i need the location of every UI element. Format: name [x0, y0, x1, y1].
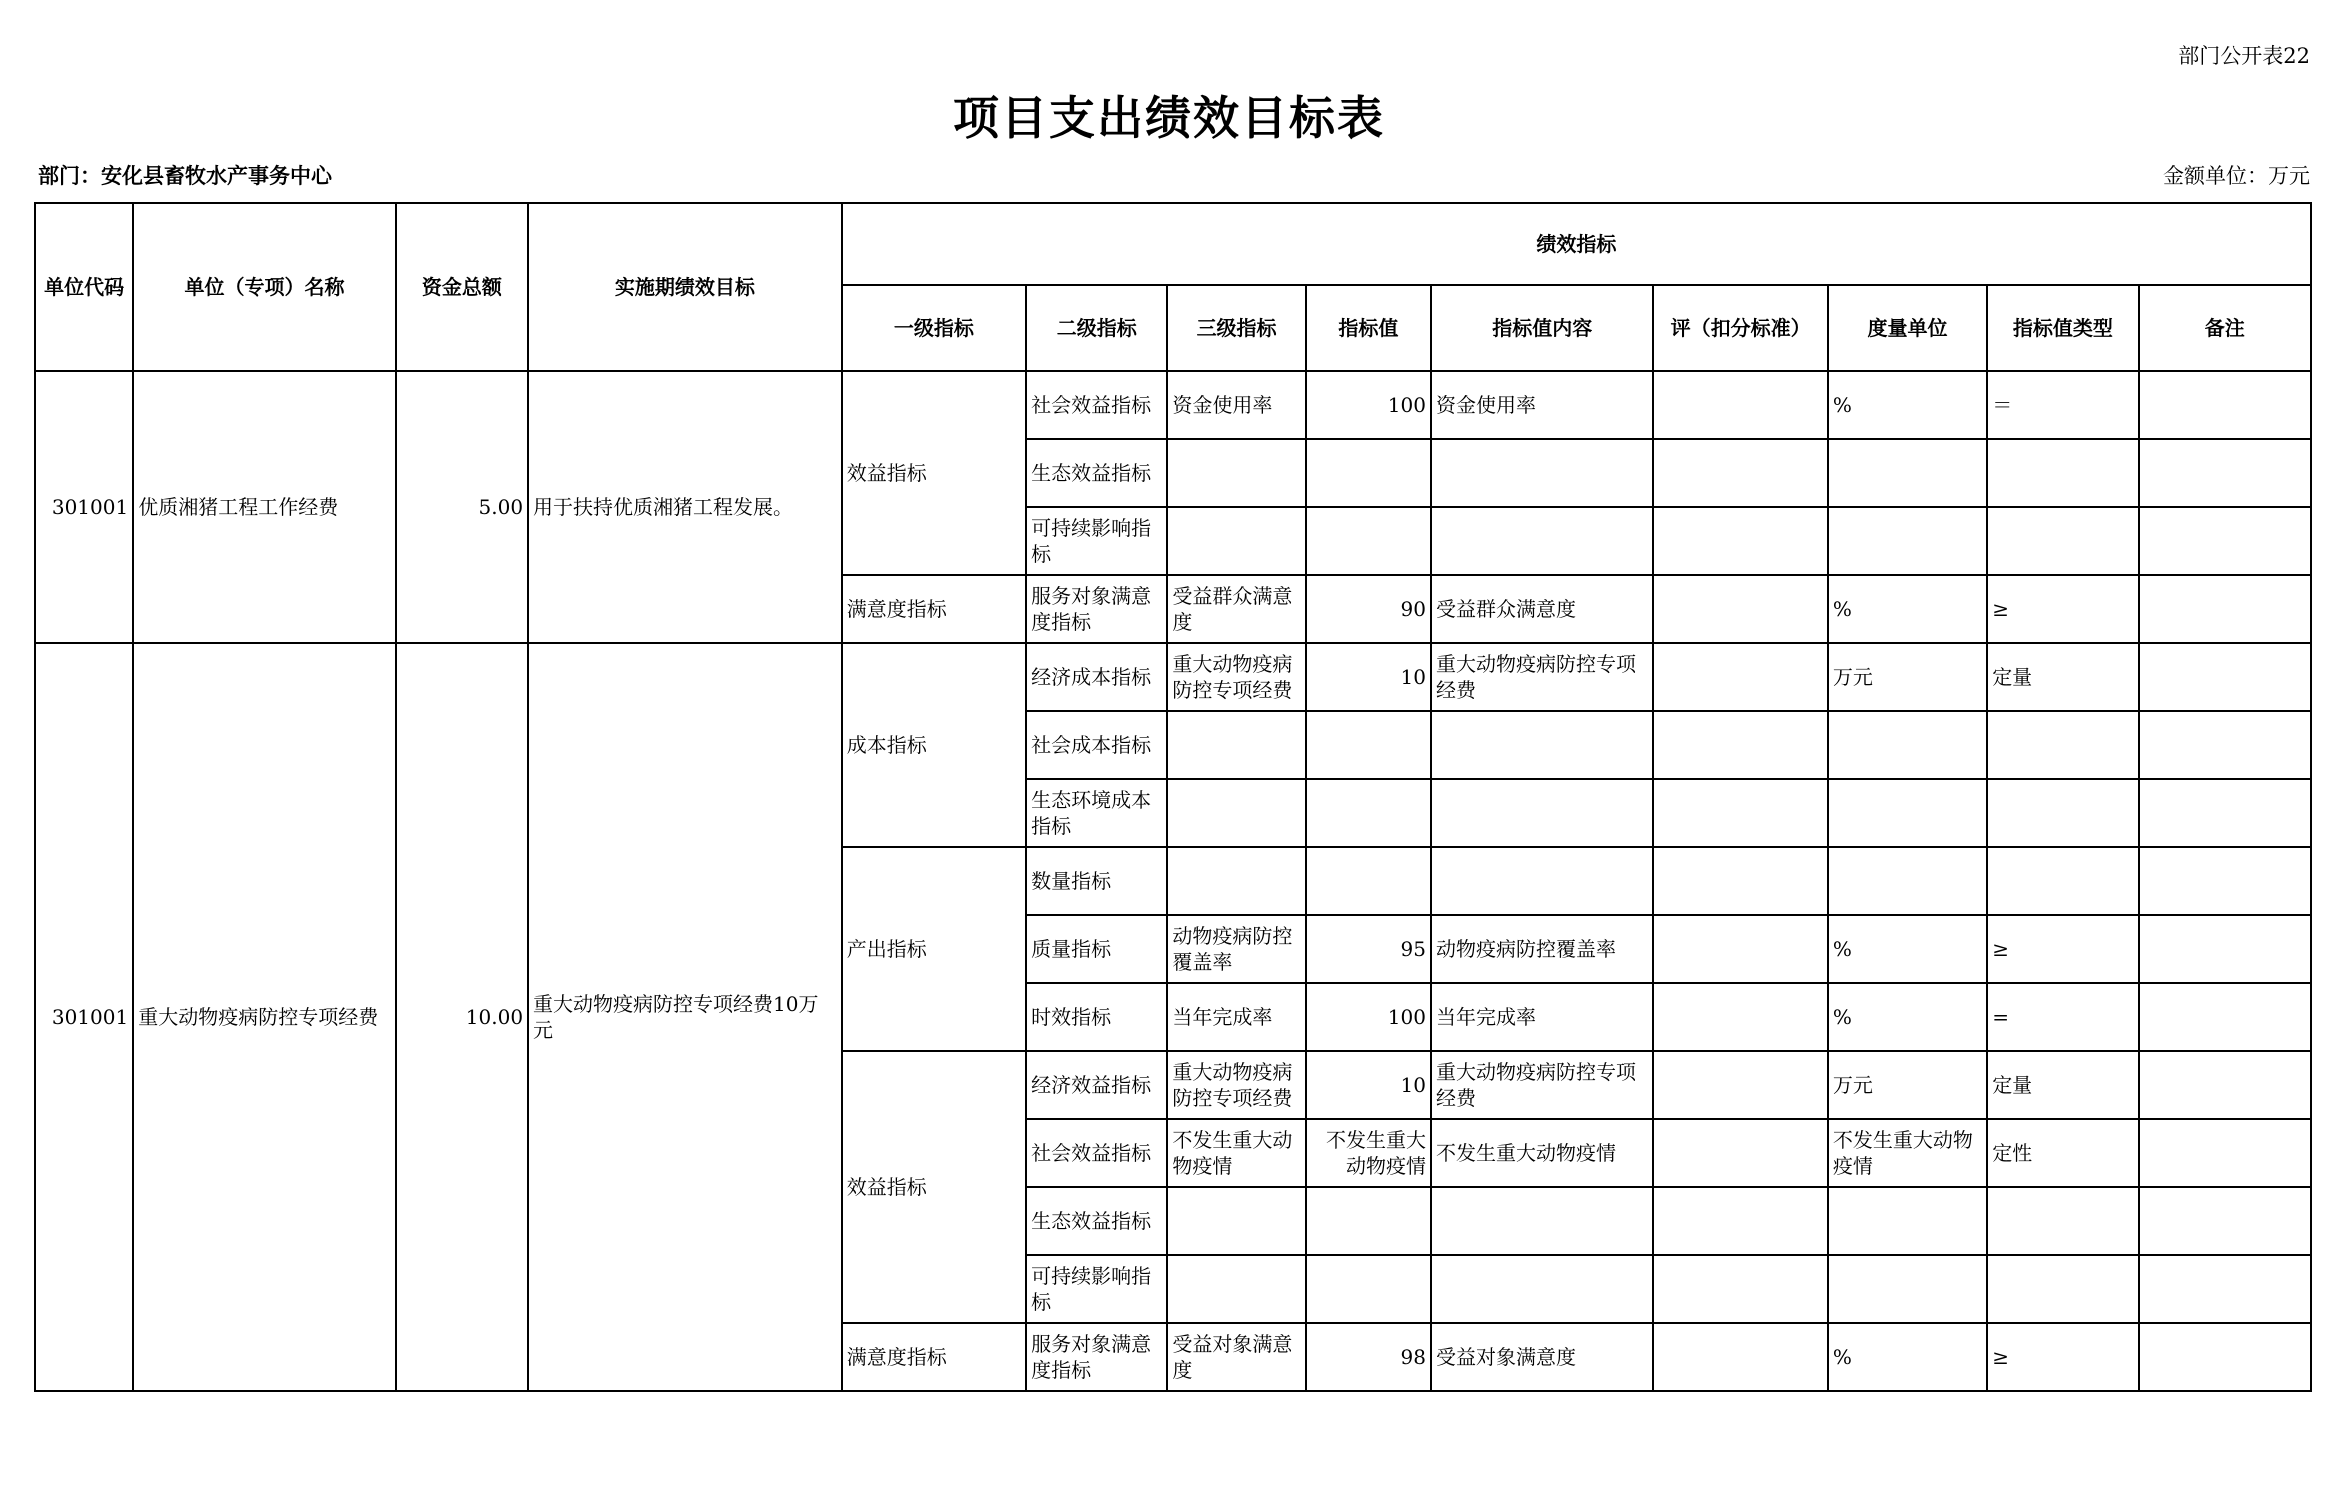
- value-cell: 95: [1306, 915, 1431, 983]
- level2-cell: 社会效益指标: [1026, 371, 1167, 439]
- remarks-cell: [2139, 1323, 2311, 1391]
- level3-cell: [1167, 711, 1305, 779]
- content-cell: 资金使用率: [1431, 371, 1653, 439]
- measure-unit-cell: %: [1828, 371, 1987, 439]
- measure-unit-cell: [1828, 507, 1987, 575]
- performance-table: [34, 202, 2312, 1392]
- remarks-cell: [2139, 847, 2311, 915]
- scoring-cell: [1653, 915, 1827, 983]
- content-cell: 不发生重大动物疫情: [1431, 1119, 1653, 1187]
- value-cell: 10: [1306, 643, 1431, 711]
- level2-cell: 时效指标: [1026, 983, 1167, 1051]
- value-type-cell: ≥: [1987, 575, 2138, 643]
- scoring-cell: [1653, 1255, 1827, 1323]
- value-type-cell: ≥: [1987, 915, 2138, 983]
- content-cell: 重大动物疫病防控专项经费: [1431, 1051, 1653, 1119]
- remarks-cell: [2139, 1119, 2311, 1187]
- content-cell: [1431, 711, 1653, 779]
- remarks-cell: [2139, 983, 2311, 1051]
- content-cell: 动物疫病防控覆盖率: [1431, 915, 1653, 983]
- value-cell: 100: [1306, 983, 1431, 1051]
- level2-cell: 生态效益指标: [1026, 1187, 1167, 1255]
- goal-cell: 用于扶持优质湘猪工程发展。: [528, 371, 842, 643]
- content-cell: [1431, 1255, 1653, 1323]
- content-cell: [1431, 1187, 1653, 1255]
- table-row: [35, 643, 2311, 711]
- content-cell: [1431, 439, 1653, 507]
- measure-unit-cell: %: [1828, 983, 1987, 1051]
- value-cell: [1306, 779, 1431, 847]
- content-cell: [1431, 847, 1653, 915]
- measure-unit-cell: 万元: [1828, 1051, 1987, 1119]
- value-cell: 不发生重大动物疫情: [1306, 1119, 1431, 1187]
- scoring-cell: [1653, 711, 1827, 779]
- scoring-cell: [1653, 1051, 1827, 1119]
- remarks-cell: [2139, 711, 2311, 779]
- remarks-cell: [2139, 507, 2311, 575]
- header-remarks: 备注: [2139, 285, 2311, 371]
- remarks-cell: [2139, 779, 2311, 847]
- value-type-cell: [1987, 847, 2138, 915]
- scoring-cell: [1653, 847, 1827, 915]
- value-cell: [1306, 847, 1431, 915]
- value-type-cell: [1987, 439, 2138, 507]
- unit-name-cell: 优质湘猪工程工作经费: [133, 371, 396, 643]
- remarks-cell: [2139, 915, 2311, 983]
- value-cell: [1306, 507, 1431, 575]
- level2-cell: 生态环境成本指标: [1026, 779, 1167, 847]
- content-cell: 受益对象满意度: [1431, 1323, 1653, 1391]
- measure-unit-cell: [1828, 779, 1987, 847]
- scoring-cell: [1653, 643, 1827, 711]
- content-cell: 当年完成率: [1431, 983, 1653, 1051]
- header-content: 指标值内容: [1431, 285, 1653, 371]
- header-goal: 实施期绩效目标: [528, 203, 842, 371]
- level3-cell: [1167, 439, 1305, 507]
- level2-cell: 经济成本指标: [1026, 643, 1167, 711]
- level2-cell: 可持续影响指标: [1026, 507, 1167, 575]
- level1-cell: 满意度指标: [842, 575, 1026, 643]
- scoring-cell: [1653, 1119, 1827, 1187]
- value-type-cell: 定量: [1987, 1051, 2138, 1119]
- scoring-cell: [1653, 779, 1827, 847]
- level3-cell: [1167, 847, 1305, 915]
- level3-cell: 资金使用率: [1167, 371, 1305, 439]
- measure-unit-cell: [1828, 1255, 1987, 1323]
- total-funds-cell: 5.00: [396, 371, 528, 643]
- table-number-label: 部门公开表22: [2178, 44, 2310, 68]
- scoring-cell: [1653, 1323, 1827, 1391]
- level3-cell: 受益群众满意度: [1167, 575, 1305, 643]
- value-cell: [1306, 1187, 1431, 1255]
- level2-cell: 经济效益指标: [1026, 1051, 1167, 1119]
- scoring-cell: [1653, 439, 1827, 507]
- level2-cell: 社会成本指标: [1026, 711, 1167, 779]
- goal-cell: 重大动物疫病防控专项经费10万元: [528, 643, 842, 1391]
- level3-cell: 动物疫病防控覆盖率: [1167, 915, 1305, 983]
- page-title: 项目支出绩效目标表: [953, 91, 1385, 145]
- value-type-cell: [1987, 1255, 2138, 1323]
- scoring-cell: [1653, 507, 1827, 575]
- content-cell: 受益群众满意度: [1431, 575, 1653, 643]
- measure-unit-cell: [1828, 1187, 1987, 1255]
- level2-cell: 数量指标: [1026, 847, 1167, 915]
- measure-unit-cell: %: [1828, 1323, 1987, 1391]
- level1-cell: 满意度指标: [842, 1323, 1026, 1391]
- level3-cell: [1167, 1187, 1305, 1255]
- amount-unit-label: 金额单位：万元: [2163, 164, 2310, 188]
- remarks-cell: [2139, 1187, 2311, 1255]
- scoring-cell: [1653, 1187, 1827, 1255]
- header-measure-unit: 度量单位: [1828, 285, 1987, 371]
- unit-name-cell: 重大动物疫病防控专项经费: [133, 643, 396, 1391]
- level2-cell: 生态效益指标: [1026, 439, 1167, 507]
- level2-cell: 质量指标: [1026, 915, 1167, 983]
- value-cell: 98: [1306, 1323, 1431, 1391]
- measure-unit-cell: [1828, 711, 1987, 779]
- measure-unit-cell: [1828, 439, 1987, 507]
- level3-cell: [1167, 507, 1305, 575]
- scoring-cell: [1653, 371, 1827, 439]
- level3-cell: 不发生重大动物疫情: [1167, 1119, 1305, 1187]
- level2-cell: 服务对象满意度指标: [1026, 1323, 1167, 1391]
- value-type-cell: =: [1987, 983, 2138, 1051]
- level3-cell: 重大动物疫病防控专项经费: [1167, 1051, 1305, 1119]
- level3-cell: 重大动物疫病防控专项经费: [1167, 643, 1305, 711]
- value-type-cell: [1987, 507, 2138, 575]
- measure-unit-cell: %: [1828, 915, 1987, 983]
- value-type-cell: 定量: [1987, 643, 2138, 711]
- value-type-cell: [1987, 779, 2138, 847]
- remarks-cell: [2139, 643, 2311, 711]
- content-cell: [1431, 779, 1653, 847]
- level3-cell: [1167, 1255, 1305, 1323]
- value-type-cell: [1987, 1187, 2138, 1255]
- level1-cell: 产出指标: [842, 847, 1026, 1051]
- value-cell: 10: [1306, 1051, 1431, 1119]
- measure-unit-cell: 万元: [1828, 643, 1987, 711]
- level1-cell: 效益指标: [842, 1051, 1026, 1323]
- level2-cell: 社会效益指标: [1026, 1119, 1167, 1187]
- level3-cell: 当年完成率: [1167, 983, 1305, 1051]
- header-level1: 一级指标: [842, 285, 1026, 371]
- header-unit-code: 单位代码: [35, 203, 133, 371]
- value-cell: [1306, 1255, 1431, 1323]
- content-cell: 重大动物疫病防控专项经费: [1431, 643, 1653, 711]
- level1-cell: 成本指标: [842, 643, 1026, 847]
- header-level3: 三级指标: [1167, 285, 1305, 371]
- header-value: 指标值: [1306, 285, 1431, 371]
- header-level2: 二级指标: [1026, 285, 1167, 371]
- level2-cell: 服务对象满意度指标: [1026, 575, 1167, 643]
- scoring-cell: [1653, 983, 1827, 1051]
- value-cell: 100: [1306, 371, 1431, 439]
- header-unit-name: 单位（专项）名称: [133, 203, 396, 371]
- content-cell: [1431, 507, 1653, 575]
- level3-cell: [1167, 779, 1305, 847]
- unit-code-cell: 301001: [35, 643, 133, 1391]
- value-type-cell: [1987, 711, 2138, 779]
- level2-cell: 可持续影响指标: [1026, 1255, 1167, 1323]
- measure-unit-cell: [1828, 847, 1987, 915]
- value-cell: [1306, 711, 1431, 779]
- value-type-cell: ＝: [1987, 371, 2138, 439]
- remarks-cell: [2139, 1255, 2311, 1323]
- unit-code-cell: 301001: [35, 371, 133, 643]
- value-type-cell: ≥: [1987, 1323, 2138, 1391]
- remarks-cell: [2139, 371, 2311, 439]
- value-cell: [1306, 439, 1431, 507]
- table-row: [35, 371, 2311, 439]
- remarks-cell: [2139, 575, 2311, 643]
- value-cell: 90: [1306, 575, 1431, 643]
- table-body: [35, 371, 2311, 1391]
- department-label: 部门：安化县畜牧水产事务中心: [38, 163, 332, 188]
- remarks-cell: [2139, 1051, 2311, 1119]
- level3-cell: 受益对象满意度: [1167, 1323, 1305, 1391]
- header-total-funds: 资金总额: [396, 203, 528, 371]
- level1-cell: 效益指标: [842, 371, 1026, 575]
- measure-unit-cell: 不发生重大动物疫情: [1828, 1119, 1987, 1187]
- total-funds-cell: 10.00: [396, 643, 528, 1391]
- scoring-cell: [1653, 575, 1827, 643]
- value-type-cell: 定性: [1987, 1119, 2138, 1187]
- header-scoring: 评（扣分标准）: [1653, 285, 1827, 371]
- measure-unit-cell: %: [1828, 575, 1987, 643]
- header-value-type: 指标值类型: [1987, 285, 2138, 371]
- remarks-cell: [2139, 439, 2311, 507]
- header-indicators: 绩效指标: [842, 203, 2311, 285]
